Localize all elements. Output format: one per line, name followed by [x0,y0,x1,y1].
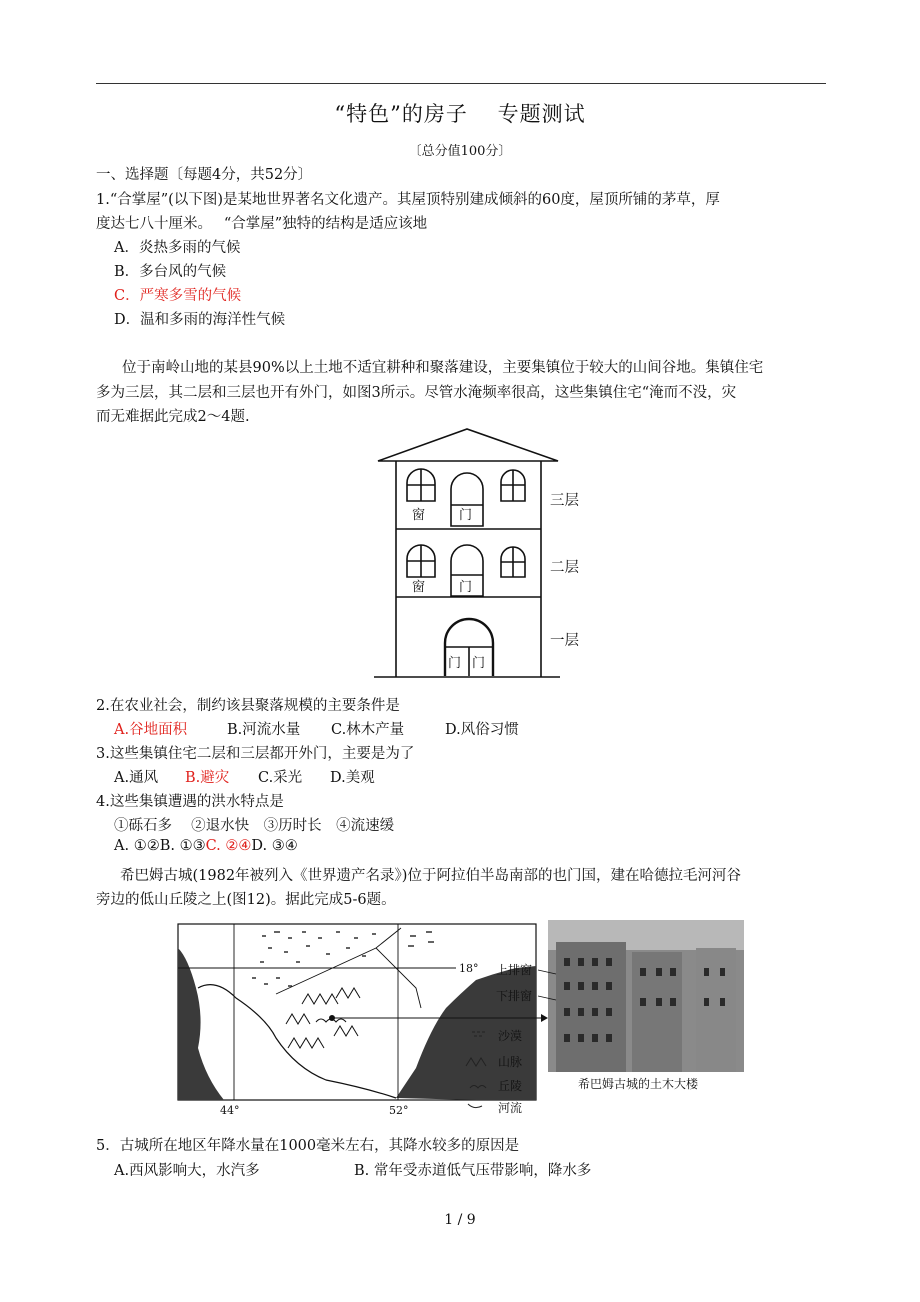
page-subtitle: 〔总分值100分〕 [408,144,512,159]
map-figure [176,918,746,1118]
passage2-line2: 旁边的低山丘陵之上(图12)。据此完成5-6题。 [96,892,396,908]
window-label: 窗 [412,508,426,523]
floor2-label: 二层 [550,560,579,576]
q3-option-b-answer: B.避灾 [185,770,230,786]
section-heading: 一、选择题〔每题4分，共52分〕 [96,167,313,183]
q3-stem: 3.这些集镇住宅二层和三层都开外门，主要是为了 [96,746,415,762]
q3-option-c: C.采光 [258,770,303,786]
q2-option-d: D.风俗习惯 [445,722,519,738]
q2-option-a-answer: A.谷地面积 [114,722,188,738]
passage2-line1: 希巴姆古城(1982年被列入《世界遗产名录》)位于阿拉伯半岛南部的也门国，建在哈德拉毛河河谷 [120,868,741,884]
q1-option-d: D．温和多雨的海洋性气候 [114,312,286,328]
header-rule [96,83,826,84]
q1-option-b: B．多台风的气候 [114,264,227,280]
door-label: 门 [448,656,462,671]
legend-hill: 丘陵 [498,1079,523,1093]
latitude-label: 18° [459,962,479,975]
passage1-line3: 而无难据此完成2～4题. [96,409,250,425]
river-legend-icon [468,1104,482,1108]
legend-mountain: 山脉 [498,1055,523,1069]
photo-label-upper: 上排窗 [496,963,533,977]
q5-option-b: B. 常年受赤道低气压带影响，降水多 [354,1163,592,1179]
floor1-label: 一层 [550,633,579,649]
house-roof [378,429,558,461]
passage1-line2: 多为三层，其二层和三层也开有外门，如图3所示。尽管水淹频率很高，这些集镇住宅“淹而不没，灾 [96,385,737,401]
q5-option-a: A.西风影响大，水汽多 [114,1163,260,1179]
door-label: 门 [459,508,473,523]
legend-desert: 沙漠 [498,1029,523,1043]
q4-option-a: A. ①② [114,838,160,854]
legend-river: 河流 [498,1101,523,1115]
q2-option-b: B.河流水量 [227,722,301,738]
q4-options [114,838,298,854]
q4-stem: 4.这些集镇遭遇的洪水特点是 [96,794,284,810]
q4-option-b: B. ①③ [159,838,206,854]
floor3-label: 三层 [550,493,579,509]
longitude-label-right: 52° [389,1104,409,1117]
q1-option-a: A．炎热多雨的气候 [114,240,241,256]
page-title: “特色”的房子 专题测试 [334,102,586,126]
q1-option-c-answer: C．严寒多雪的气候 [114,288,242,304]
q1-stem-line1: 1.“合掌屋”(以下图)是某地世界著名文化遗产。其屋顶特别建成倾斜的60度，屋顶所铺的茅草，厚 [96,192,720,208]
q3-option-a: A.通风 [114,770,159,786]
page-number: 1 / 9 [444,1212,476,1228]
q3-option-d: D.美观 [330,770,375,786]
longitude-label-left: 44° [220,1104,240,1117]
q5-stem: 5．古城所在地区年降水量在1000毫米左右，其降水较多的原因是 [96,1138,520,1154]
passage1-line1: 位于南岭山地的某县90%以上土地不适宜耕种和聚落建设，主要集镇位于较大的山间谷地。集镇住宅 [122,360,764,376]
door-label: 门 [472,656,486,671]
house-figure [370,425,590,683]
photo-caption: 希巴姆古城的土木大楼 [578,1077,699,1091]
photo-label-lower: 下排窗 [496,989,533,1003]
q4-items: ①砾石多 ②退水快 ③历时长 ④流速缓 [114,818,395,834]
q4-option-d: D. ③④ [251,838,298,854]
yemen-map [178,924,548,1117]
q2-stem: 2.在农业社会，制约该县聚落规模的主要条件是 [96,698,400,714]
q2-option-c: C.林木产量 [331,722,405,738]
q4-option-c-answer: C. ②④ [205,838,252,854]
window-label: 窗 [412,580,426,595]
q1-stem-line2: 度达七八十厘米。 “合掌屋”独特的结构是适应该地 [96,216,428,232]
door-label: 门 [459,580,473,595]
